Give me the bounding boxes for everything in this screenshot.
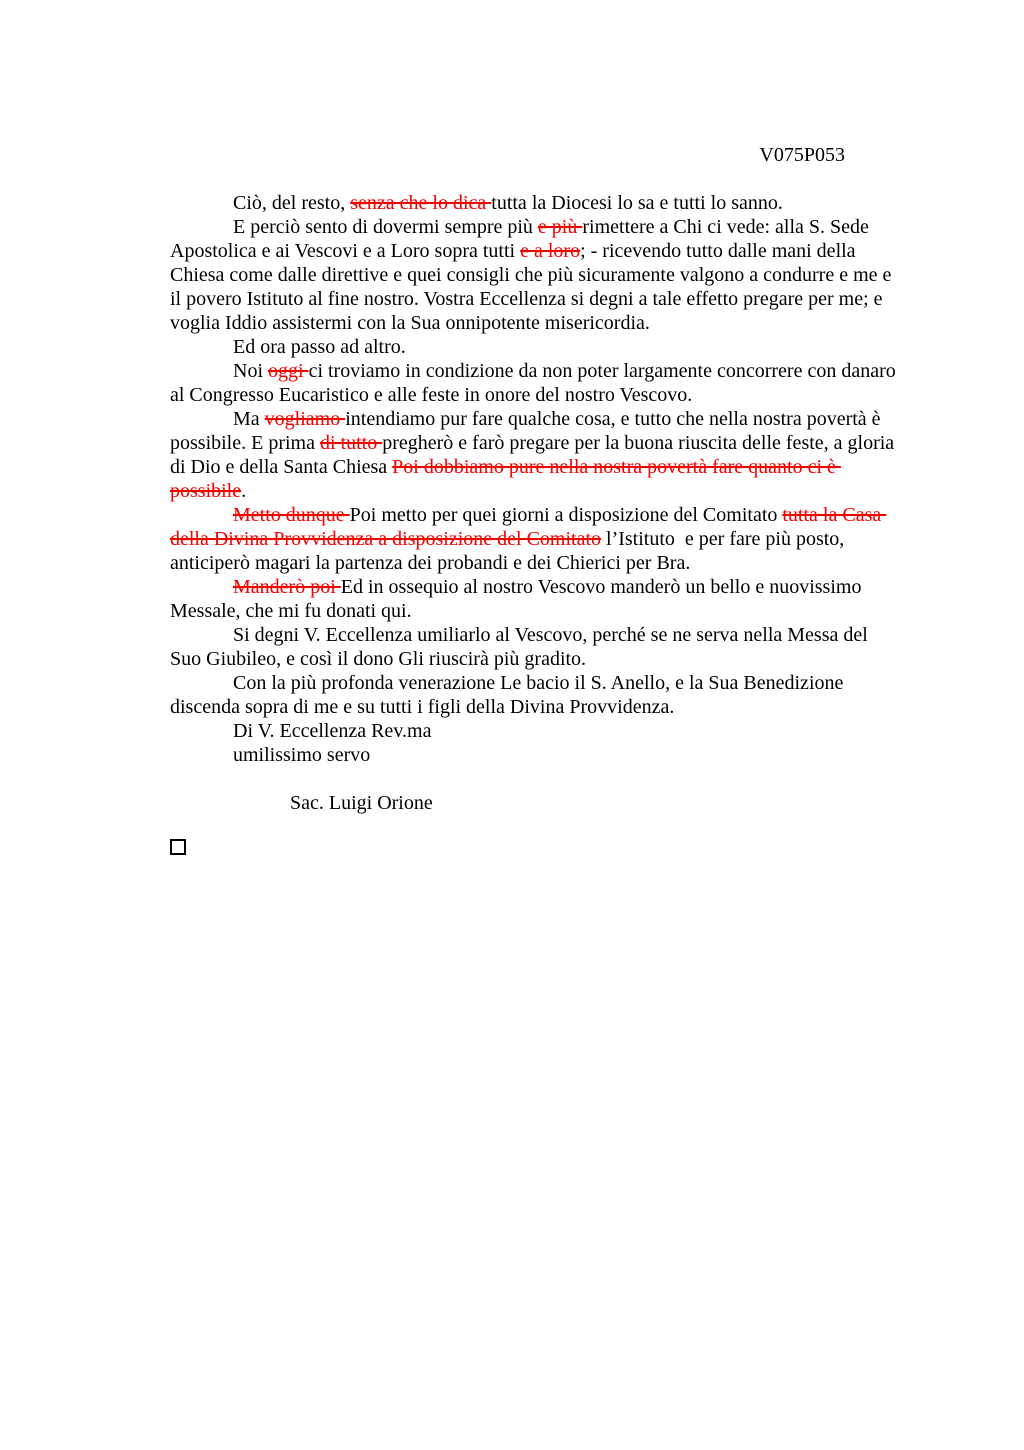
text-line: [170, 335, 944, 359]
text-run: Ma: [233, 408, 265, 430]
checkbox-line: [170, 839, 944, 863]
blank-line: [170, 767, 944, 791]
text-line: [170, 263, 944, 287]
text-line: [170, 671, 944, 695]
deleted-text: di tutto: [319, 432, 383, 454]
text-run: rimettere a Chi ci vede: alla S. Sede: [582, 216, 869, 238]
deleted-text: e più: [537, 216, 583, 238]
text-run: Suo Giubileo, e così il dono Gli riuscirà più gradito.: [170, 648, 587, 670]
text-run: anticiperò magari la partenza dei probandi e dei Chierici per Bra.: [170, 552, 691, 574]
text-line: [170, 575, 944, 599]
text-run: l’Istituto e per fare più posto,: [601, 528, 845, 550]
text-line: [170, 647, 944, 671]
empty-checkbox-icon: [170, 839, 186, 855]
text-run: Si degni V. Eccellenza umiliarlo al Vescovo, perché se ne serva nella Messa del: [233, 624, 868, 646]
text-line: [170, 287, 944, 311]
deleted-text: Poi dobbiamo pure nella nostra povertà fare quanto ci è: [392, 456, 841, 478]
text-run: Ed in ossequio al nostro Vescovo manderò un bello e nuovissimo: [340, 576, 862, 598]
text-run: voglia Iddio assistermi con la Sua onnipotente misericordia.: [170, 312, 650, 334]
text-line: [170, 191, 944, 215]
text-run: Con la più profonda venerazione Le bacio il S. Anello, e la Sua Benedizione: [233, 672, 844, 694]
text-run: di Dio e della Santa Chiesa: [170, 456, 393, 478]
text-run: Noi: [233, 360, 268, 382]
text-run: .: [241, 480, 247, 502]
text-line: [170, 311, 944, 335]
text-run: E perciò sento di dovermi sempre più: [233, 216, 538, 238]
deleted-text: oggi: [268, 360, 309, 382]
text-run: pregherò e farò pregare per la buona riuscita delle feste, a gloria: [382, 432, 895, 454]
deleted-text: Metto dunque: [233, 504, 350, 526]
text-run: Apostolica e ai Vescovi e a Loro sopra tutti: [170, 240, 521, 262]
text-line: [170, 527, 944, 551]
document-body: [170, 191, 944, 863]
text-line: [170, 791, 944, 815]
text-run: possibile. E prima: [170, 432, 320, 454]
deleted-text: possibile: [170, 480, 242, 502]
text-run: intendiamo pur fare qualche cosa, e tutto che nella nostra povertà è: [345, 408, 881, 430]
text-run: Ed ora passo ad altro.: [233, 336, 406, 358]
text-line: [170, 455, 944, 479]
deleted-text: della Divina Provvidenza a disposizione del Comitato: [170, 528, 602, 550]
deleted-text: vogliamo: [264, 408, 346, 430]
text-line: [170, 407, 944, 431]
text-line: [170, 239, 944, 263]
text-run: Ciò, del resto,: [233, 192, 351, 214]
text-line: [170, 431, 944, 455]
deleted-text: tutta la Casa: [782, 504, 887, 526]
text-line: [170, 503, 944, 527]
text-line: [170, 623, 944, 647]
text-line: [170, 479, 944, 503]
text-run: ci troviamo in condizione da non poter largamente concorrere con danaro: [308, 360, 896, 382]
text-run: Chiesa come dalle direttive e quei consigli che più sicuramente valgono a condurre e me e: [170, 264, 892, 286]
text-run: Poi metto per quei giorni a disposizione del Comitato: [349, 504, 783, 526]
text-run: Sac. Luigi Orione: [290, 792, 433, 814]
text-run: tutta la Diocesi lo sa e tutti lo sanno.: [491, 192, 783, 214]
deleted-text: e a loro: [520, 240, 581, 262]
text-run: umilissimo servo: [233, 744, 371, 766]
text-run: discenda sopra di me e su tutti i figli della Divina Provvidenza.: [170, 696, 675, 718]
text-line: [170, 215, 944, 239]
text-line: [170, 743, 944, 767]
text-line: [170, 695, 944, 719]
text-run: ; - ricevendo tutto dalle mani della: [580, 240, 856, 262]
text-run: Messale, che mi fu donati qui.: [170, 600, 412, 622]
text-line: [170, 551, 944, 575]
text-line: [170, 719, 944, 743]
text-run: Di V. Eccellenza Rev.ma: [233, 720, 432, 742]
text-line: [170, 383, 944, 407]
text-run: il povero Istituto al fine nostro. Vostra Eccellenza si degni a tale effetto pregare per me; e: [170, 288, 883, 310]
deleted-text: senza che lo dica: [350, 192, 492, 214]
blank-line: [170, 815, 944, 839]
text-run: al Congresso Eucaristico e alle feste in onore del nostro Vescovo.: [170, 384, 693, 406]
text-line: [170, 359, 944, 383]
document-code: V075P053: [759, 144, 845, 166]
deleted-text: Manderò poi: [233, 576, 341, 598]
text-line: [170, 599, 944, 623]
